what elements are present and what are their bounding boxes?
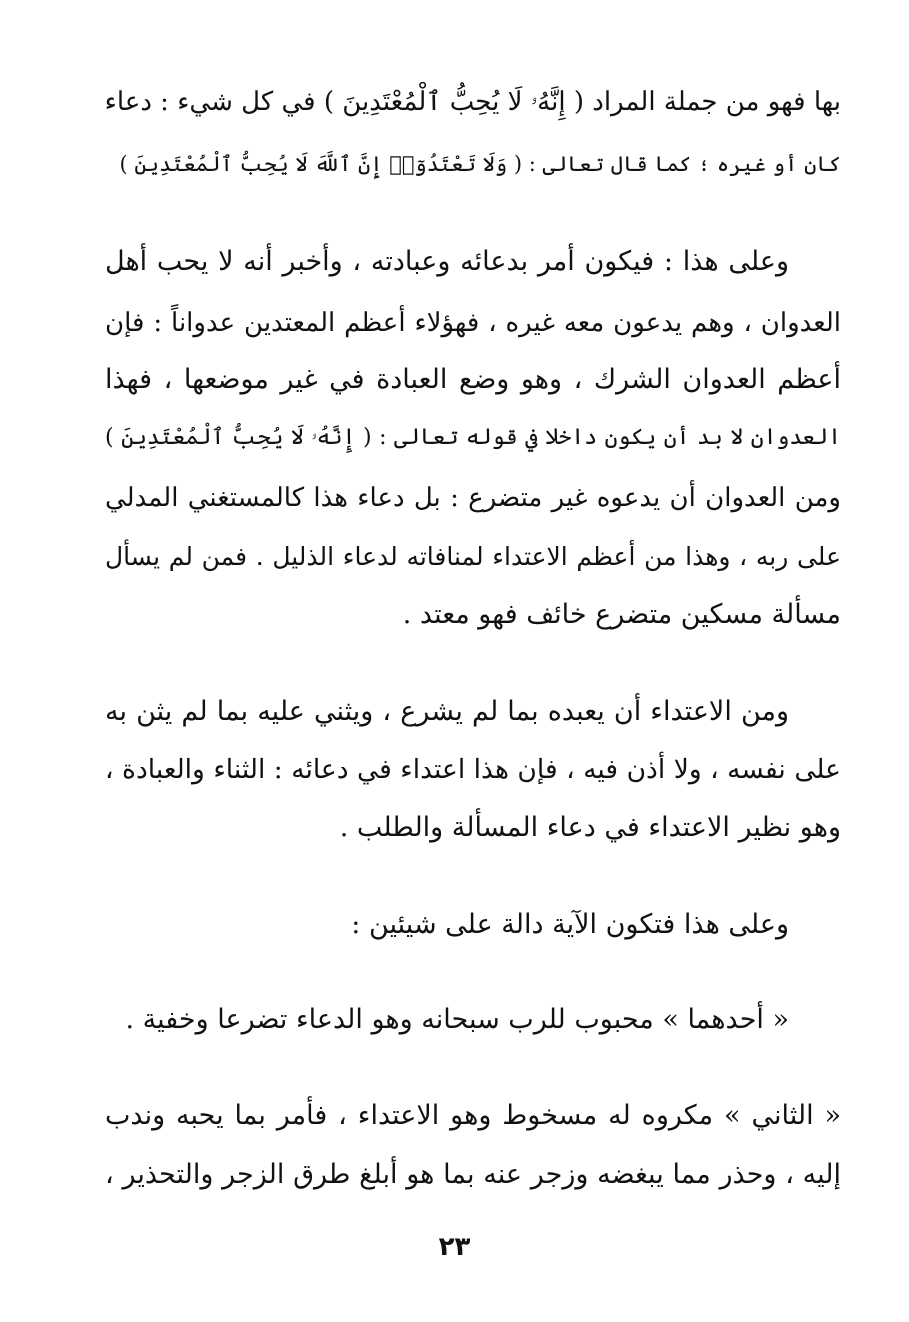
page-number: ٢٣ xyxy=(438,1232,471,1262)
text-line: وعلى هذا : فيكون أمر بدعائه وعبادته ، وأخبر أنه لا يحب أهل xyxy=(105,246,789,277)
text-line: ومن الاعتداء أن يعبده بما لم يشرع ، ويثني عليه بما لم يثن به xyxy=(105,696,789,727)
text-line: أعظم العدوان الشرك ، وهو وضع العبادة في غير موضعها ، فهذا xyxy=(105,364,841,395)
text-line: مسألة مسكين متضرع خائف فهو معتد . xyxy=(402,599,841,630)
text-line: العدوان ، وهم يدعون معه غيره ، فهؤلاء أعظم المعتدين عدواناً : فإن xyxy=(105,308,841,338)
text-line: بها فهو من جملة المراد ( إِنَّهُۥ لَا يُحِبُّ ٱلْمُعْتَدِينَ ) في كل شيء : دعاء xyxy=(105,87,841,117)
text-line: العدوان لا بد أن يكون داخلا في قوله تعالى : ( إِنَّهُۥ لَا يُحِبُّ ٱلْمُعْتَدِينَ ) xyxy=(105,425,841,450)
text-line: على نفسه ، ولا أذن فيه ، فإن هذا اعتداء في دعائه : الثناء والعبادة ، xyxy=(105,754,841,785)
text-line: « أحدهما » محبوب للرب سبحانه وهو الدعاء تضرعا وخفية . xyxy=(125,1004,789,1035)
text-line: وعلى هذا فتكون الآية دالة على شيئين : xyxy=(351,909,789,940)
text-line: ومن العدوان أن يدعوه غير متضرع : بل دعاء هذا كالمستغني المدلي xyxy=(105,483,841,513)
text-line: على ربه ، وهذا من أعظم الاعتداء لمنافاته لدعاء الذليل . فمن لم يسأل xyxy=(105,542,841,571)
text-line: إليه ، وحذر مما يبغضه وزجر عنه بما هو أبلغ طرق الزجر والتحذير ، xyxy=(105,1159,841,1190)
text-line: « الثاني » مكروه له مسخوط وهو الاعتداء ، فأمر بما يحبه وندب xyxy=(105,1100,841,1131)
text-line: كان أو غيره ؛ كما قال تعالى : ( وَلَا تَعْتَدُوٓا۟ إِنَّ ٱللَّهَ لَا يُحِبُّ ٱلْمُعْتَدِينَ ) xyxy=(119,152,841,176)
text-line: وهو نظير الاعتداء في دعاء المسألة والطلب . xyxy=(339,812,841,843)
